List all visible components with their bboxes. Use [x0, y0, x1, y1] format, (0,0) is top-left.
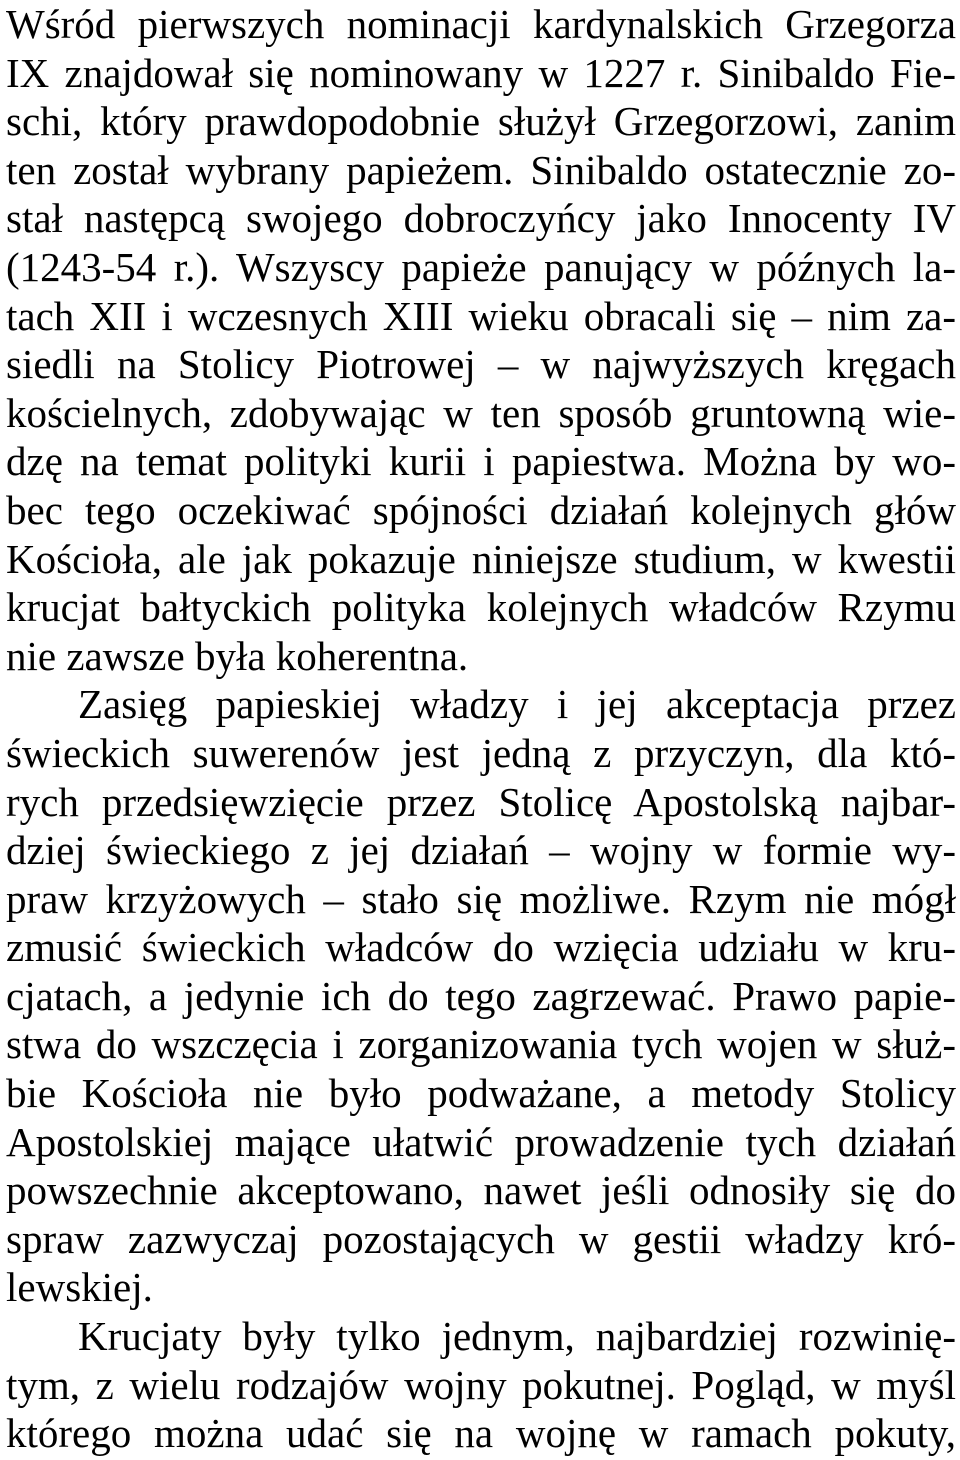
text-line: dziej świeckiego z jej działań – wojny w formie wy-: [6, 827, 956, 874]
text-line: Wśród pierwszych nominacji kardynalskich Grzegorza: [6, 1, 956, 47]
text-line: praw krzyżowych – stało się możliwe. Rzym nie mógł: [6, 875, 956, 922]
text-line: rych przedsięwzięcie przez Stolicę Apostolską najbar-: [6, 778, 956, 825]
text-line: Kościoła, ale jak pokazuje niniejsze studium, w kwestii: [6, 535, 956, 582]
text-line: Krucjaty były tylko jednym, najbardziej rozwinię-: [78, 1313, 956, 1360]
text-line: tym, z wielu rodzajów wojny pokutnej. Pogląd, w myśl: [6, 1361, 956, 1408]
text-line: Apostolskiej mające ułatwić prowadzenie tych działań: [6, 1118, 956, 1165]
text-line: świeckich suwerenów jest jedną z przyczyn, dla któ-: [6, 729, 956, 776]
text-line: zmusić świeckich władców do wzięcia udziału w kru-: [6, 924, 956, 971]
text-line: powszechnie akceptowano, nawet jeśli odnosiły się do: [6, 1167, 956, 1214]
text-line: (1243-54 r.). Wszyscy papieże panujący w późnych la-: [6, 243, 956, 290]
text-line: stał następcą swojego dobroczyńcy jako Innocenty IV: [6, 195, 956, 242]
text-line: stwa do wszczęcia i zorganizowania tych wojen w służ-: [6, 1021, 956, 1068]
text-line: bie Kościoła nie było podważane, a metody Stolicy: [6, 1070, 956, 1117]
text-line: cjatach, a jedynie ich do tego zagrzewać. Prawo papie-: [6, 972, 956, 1019]
text-line: dzę na temat polityki kurii i papiestwa. Można by wo-: [6, 438, 956, 485]
text-line: nie zawsze była koherentna.: [6, 632, 469, 679]
text-line: Zasięg papieskiej władzy i jej akceptacja przez: [78, 681, 956, 728]
text-line: spraw zazwyczaj pozostających w gestii władzy kró-: [6, 1215, 956, 1262]
document-page: [6, 0, 956, 1458]
text-line: schi, który prawdopodobnie służył Grzegorzowi, zanim: [6, 98, 956, 145]
text-line: tach XII i wczesnych XIII wieku obracali się – nim za-: [6, 292, 956, 339]
text-line: krucjat bałtyckich polityka kolejnych władców Rzymu: [6, 584, 956, 631]
text-line: lewskiej.: [6, 1264, 153, 1311]
text-line: kościelnych, zdobywając w ten sposób gruntowną wie-: [6, 389, 956, 436]
text-line: którego można udać się na wojnę w ramach pokuty,: [6, 1410, 956, 1457]
text-line: ten został wybrany papieżem. Sinibaldo ostatecznie zo-: [6, 146, 956, 193]
text-line: siedli na Stolicy Piotrowej – w najwyższych kręgach: [6, 341, 956, 388]
text-line: bec tego oczekiwać spójności działań kolejnych głów: [6, 486, 956, 533]
text-line: IX znajdował się nominowany w 1227 r. Sinibaldo Fie-: [6, 49, 956, 96]
